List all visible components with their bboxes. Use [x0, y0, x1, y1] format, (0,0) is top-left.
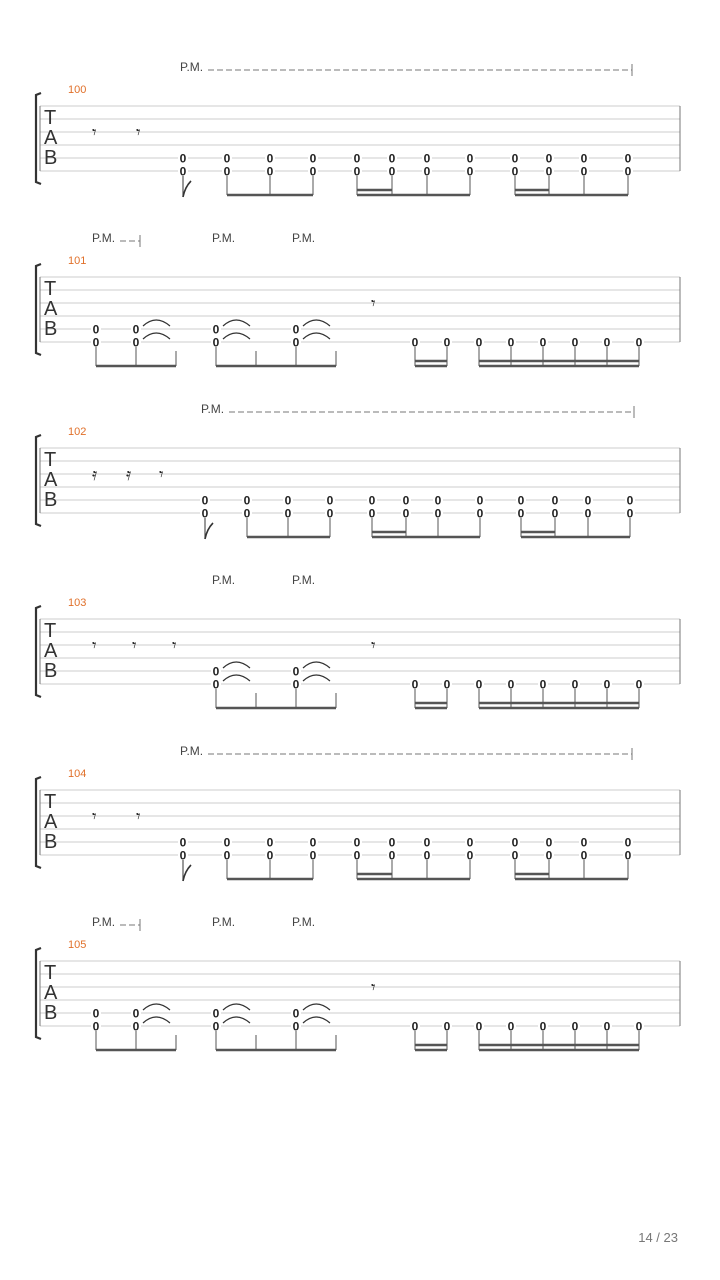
fret-number: 0 [626, 493, 634, 508]
tab-clef-letter: A [44, 127, 58, 149]
fret-number: 0 [476, 506, 484, 521]
fret-number: 0 [511, 164, 519, 179]
fret-number: 0 [539, 335, 547, 350]
tab-clef-letter: B [44, 147, 58, 169]
fret-number: 0 [517, 493, 525, 508]
fret-number: 0 [545, 151, 553, 166]
tab-system-102 [36, 402, 680, 539]
fret-number: 0 [309, 164, 317, 179]
eighth-rest: 𝄾 [92, 123, 97, 143]
palm-mute-label: P.M. [292, 915, 316, 929]
fret-number: 0 [284, 493, 292, 508]
fret-number: 0 [603, 677, 611, 692]
tab-clef-letter: A [44, 298, 58, 320]
tie-arc [303, 1017, 330, 1023]
fret-number: 0 [212, 322, 220, 337]
fret-number: 0 [309, 835, 317, 850]
palm-mute-label: P.M. [201, 402, 225, 416]
fret-number: 0 [201, 493, 209, 508]
tab-system-101 [36, 231, 680, 366]
fret-number: 0 [539, 677, 547, 692]
tie-arc [223, 320, 250, 326]
palm-mute-label: P.M. [212, 231, 236, 245]
fret-number: 0 [179, 835, 187, 850]
tie-arc [143, 1004, 170, 1010]
fret-number: 0 [92, 1006, 100, 1021]
eighth-flag [183, 181, 191, 197]
tab-clef-letter: T [44, 278, 57, 300]
fret-number: 0 [212, 1006, 220, 1021]
fret-number: 0 [411, 335, 419, 350]
fret-number: 0 [266, 151, 274, 166]
eighth-rest: 𝄾 [371, 978, 376, 998]
measure-number: 104 [68, 768, 87, 780]
note-group [211, 1004, 296, 1050]
tie-arc [223, 1017, 250, 1023]
fret-number: 0 [603, 335, 611, 350]
fret-number: 0 [624, 835, 632, 850]
fret-number: 0 [292, 1019, 300, 1034]
fret-number: 0 [368, 506, 376, 521]
eighth-flag [183, 865, 191, 881]
fret-number: 0 [434, 493, 442, 508]
fret-number: 0 [443, 335, 451, 350]
eighth-rest: 𝄿 [126, 465, 132, 485]
fret-number: 0 [476, 493, 484, 508]
fret-number: 0 [212, 664, 220, 679]
fret-number: 0 [266, 835, 274, 850]
note-group [91, 1004, 176, 1050]
eighth-rest: 𝄾 [136, 123, 141, 143]
measure-number: 103 [68, 597, 87, 609]
fret-number: 0 [92, 322, 100, 337]
fret-number: 0 [571, 1019, 579, 1034]
fret-number: 0 [603, 1019, 611, 1034]
fret-number: 0 [411, 677, 419, 692]
eighth-rest: 𝄾 [371, 636, 376, 656]
fret-number: 0 [388, 164, 396, 179]
fret-number: 0 [243, 493, 251, 508]
fret-number: 0 [402, 506, 410, 521]
eighth-rest: 𝄾 [132, 636, 137, 656]
tab-clef-letter: B [44, 318, 58, 340]
fret-number: 0 [466, 848, 474, 863]
fret-number: 0 [309, 848, 317, 863]
tab-clef-letter: T [44, 791, 57, 813]
fret-number: 0 [580, 151, 588, 166]
fret-number: 0 [443, 677, 451, 692]
fret-number: 0 [212, 335, 220, 350]
tab-clef-letter: T [44, 449, 57, 471]
palm-mute-label: P.M. [212, 573, 236, 587]
tie-arc [223, 333, 250, 339]
fret-number: 0 [284, 506, 292, 521]
palm-mute-label: P.M. [92, 915, 116, 929]
tab-clef-letter: A [44, 982, 58, 1004]
tie-arc [143, 320, 170, 326]
fret-number: 0 [507, 1019, 515, 1034]
fret-number: 0 [179, 164, 187, 179]
fret-number: 0 [624, 848, 632, 863]
fret-number: 0 [475, 1019, 483, 1034]
fret-number: 0 [624, 151, 632, 166]
eighth-rest: 𝄾 [136, 807, 141, 827]
fret-number: 0 [511, 835, 519, 850]
fret-number: 0 [571, 335, 579, 350]
tie-arc [143, 333, 170, 339]
palm-mute-label: P.M. [212, 915, 236, 929]
fret-number: 0 [423, 835, 431, 850]
tab-clef-letter: T [44, 962, 57, 984]
fret-number: 0 [292, 1006, 300, 1021]
note-group [410, 1020, 452, 1051]
eighth-rest: 𝄿 [92, 465, 98, 485]
eighth-rest: 𝄾 [159, 465, 164, 485]
fret-number: 0 [223, 151, 231, 166]
fret-number: 0 [635, 677, 643, 692]
fret-number: 0 [580, 848, 588, 863]
fret-number: 0 [624, 164, 632, 179]
tab-system-105 [36, 915, 680, 1050]
palm-mute-label: P.M. [180, 744, 204, 758]
fret-number: 0 [584, 493, 592, 508]
fret-number: 0 [635, 335, 643, 350]
fret-number: 0 [626, 506, 634, 521]
fret-number: 0 [584, 506, 592, 521]
tab-clef-letter: A [44, 640, 58, 662]
note-group [211, 320, 296, 366]
note-group [474, 336, 644, 367]
fret-number: 0 [580, 164, 588, 179]
tab-system-103 [36, 573, 680, 708]
note-group [410, 678, 452, 709]
fret-number: 0 [411, 1019, 419, 1034]
palm-mute-label: P.M. [92, 231, 116, 245]
tab-system-100 [36, 60, 680, 197]
fret-number: 0 [292, 677, 300, 692]
fret-number: 0 [388, 848, 396, 863]
fret-number: 0 [388, 835, 396, 850]
fret-number: 0 [545, 835, 553, 850]
fret-number: 0 [223, 835, 231, 850]
fret-number: 0 [443, 1019, 451, 1034]
tab-clef-letter: A [44, 469, 58, 491]
eighth-rest: 𝄾 [371, 294, 376, 314]
fret-number: 0 [551, 506, 559, 521]
note-group [291, 1004, 336, 1050]
measure-number: 105 [68, 939, 87, 951]
fret-number: 0 [571, 677, 579, 692]
note-group [291, 662, 336, 708]
tie-arc [143, 1017, 170, 1023]
fret-number: 0 [423, 151, 431, 166]
tab-system-104 [36, 744, 680, 881]
fret-number: 0 [466, 835, 474, 850]
fret-number: 0 [507, 335, 515, 350]
fret-number: 0 [292, 322, 300, 337]
fret-number: 0 [353, 835, 361, 850]
fret-number: 0 [132, 1006, 140, 1021]
tab-clef-letter: T [44, 107, 57, 129]
eighth-rest: 𝄾 [92, 807, 97, 827]
tie-arc [223, 662, 250, 668]
measure-number: 102 [68, 426, 87, 438]
tie-arc [223, 675, 250, 681]
note-group [211, 662, 296, 708]
fret-number: 0 [475, 677, 483, 692]
fret-number: 0 [132, 1019, 140, 1034]
fret-number: 0 [223, 164, 231, 179]
fret-number: 0 [266, 164, 274, 179]
fret-number: 0 [466, 151, 474, 166]
fret-number: 0 [545, 848, 553, 863]
fret-number: 0 [266, 848, 274, 863]
fret-number: 0 [132, 335, 140, 350]
fret-number: 0 [179, 151, 187, 166]
fret-number: 0 [223, 848, 231, 863]
measure-number: 101 [68, 255, 87, 267]
tab-clef-letter: B [44, 660, 58, 682]
tab-clef-letter: B [44, 489, 58, 511]
fret-number: 0 [511, 151, 519, 166]
note-group [474, 1020, 644, 1051]
tie-arc [303, 675, 330, 681]
fret-number: 0 [292, 664, 300, 679]
palm-mute-label: P.M. [292, 231, 316, 245]
fret-number: 0 [545, 164, 553, 179]
fret-number: 0 [243, 506, 251, 521]
note-group [291, 320, 336, 366]
palm-mute-label: P.M. [180, 60, 204, 74]
eighth-flag [205, 523, 213, 539]
measure-number: 100 [68, 84, 87, 96]
eighth-rest: 𝄾 [92, 636, 97, 656]
tab-clef-letter: B [44, 1002, 58, 1024]
fret-number: 0 [423, 848, 431, 863]
tie-arc [303, 1004, 330, 1010]
fret-number: 0 [466, 164, 474, 179]
fret-number: 0 [326, 506, 334, 521]
fret-number: 0 [580, 835, 588, 850]
fret-number: 0 [179, 848, 187, 863]
fret-number: 0 [402, 493, 410, 508]
fret-number: 0 [212, 677, 220, 692]
fret-number: 0 [423, 164, 431, 179]
fret-number: 0 [434, 506, 442, 521]
fret-number: 0 [353, 164, 361, 179]
fret-number: 0 [635, 1019, 643, 1034]
palm-mute-label: P.M. [292, 573, 316, 587]
fret-number: 0 [292, 335, 300, 350]
tie-arc [303, 333, 330, 339]
fret-number: 0 [309, 151, 317, 166]
fret-number: 0 [353, 848, 361, 863]
fret-number: 0 [132, 322, 140, 337]
fret-number: 0 [551, 493, 559, 508]
fret-number: 0 [326, 493, 334, 508]
tab-clef-letter: A [44, 811, 58, 833]
fret-number: 0 [511, 848, 519, 863]
tab-clef-letter: T [44, 620, 57, 642]
fret-number: 0 [92, 335, 100, 350]
tie-arc [303, 320, 330, 326]
fret-number: 0 [388, 151, 396, 166]
fret-number: 0 [517, 506, 525, 521]
fret-number: 0 [368, 493, 376, 508]
tie-arc [303, 662, 330, 668]
fret-number: 0 [353, 151, 361, 166]
fret-number: 0 [475, 335, 483, 350]
tab-clef-letter: B [44, 831, 58, 853]
fret-number: 0 [507, 677, 515, 692]
page-indicator: 14 / 23 [638, 1230, 678, 1245]
note-group [474, 678, 644, 709]
note-group [91, 320, 176, 366]
tie-arc [223, 1004, 250, 1010]
fret-number: 0 [92, 1019, 100, 1034]
fret-number: 0 [212, 1019, 220, 1034]
fret-number: 0 [539, 1019, 547, 1034]
fret-number: 0 [201, 506, 209, 521]
note-group [410, 336, 452, 367]
eighth-rest: 𝄾 [172, 636, 177, 656]
